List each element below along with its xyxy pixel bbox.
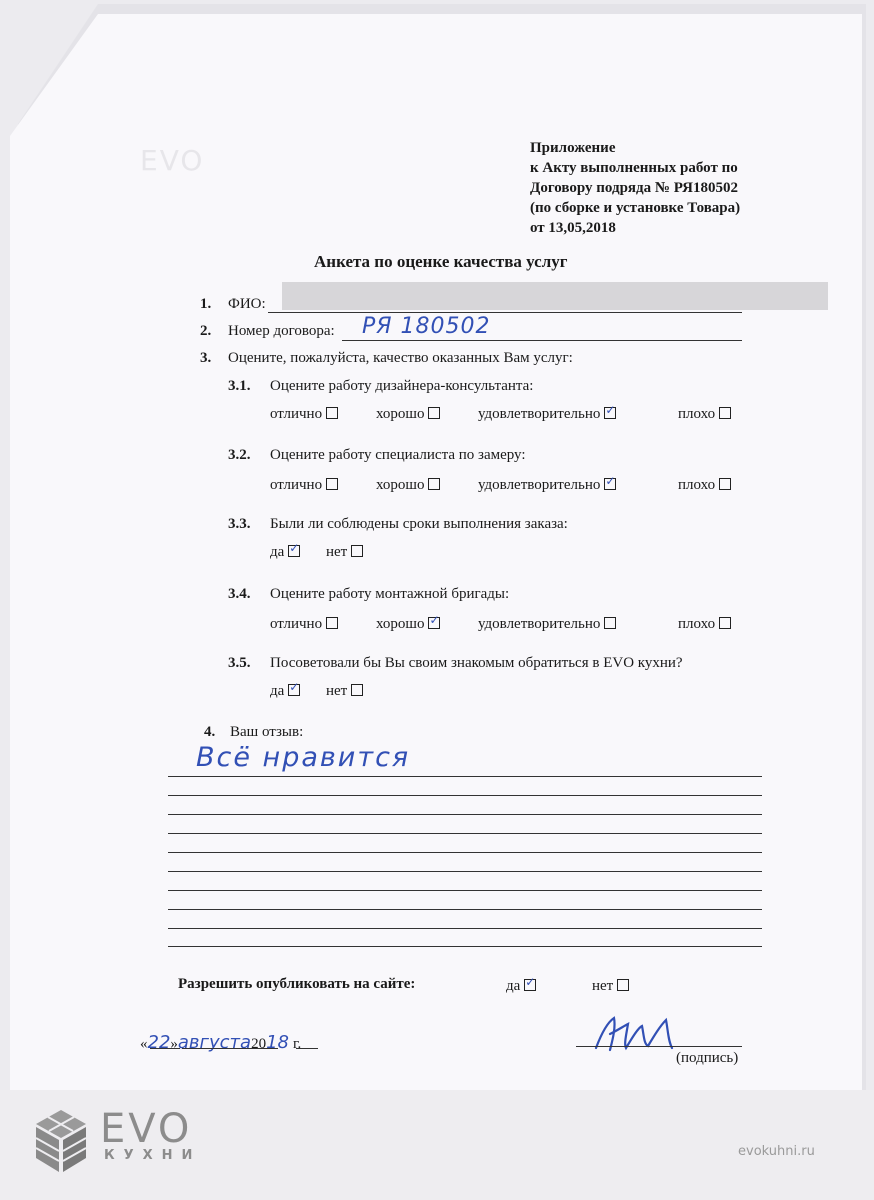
option-label: да (270, 544, 285, 560)
review-line (168, 890, 762, 891)
option-label: хорошо (376, 406, 425, 422)
fio-redaction (282, 282, 828, 310)
checkbox[interactable] (428, 407, 440, 419)
signature-scribble (588, 1012, 698, 1054)
brand-subtitle: КУХНИ (104, 1148, 202, 1163)
header-line-5: от 13,05,2018 (530, 220, 616, 236)
q3-label: Оцените, пожалуйста, качество оказанных Вам услуг: (228, 350, 573, 366)
q33-number: 3.3. (228, 516, 251, 532)
q31-number: 3.1. (228, 378, 251, 394)
q34-option-excellent[interactable] (270, 616, 338, 633)
review-line (168, 852, 762, 853)
q33-label: Были ли соблюдены сроки выполнения заказа: (270, 516, 568, 532)
review-line (168, 814, 762, 815)
ghost-logo: EVO (140, 144, 205, 177)
q31-option-satisfactory[interactable] (478, 406, 616, 423)
review-line (168, 946, 762, 947)
option-label: хорошо (376, 616, 425, 632)
checkbox[interactable] (719, 617, 731, 629)
option-label: отлично (270, 477, 323, 493)
date-year-prefix: 20 (251, 1036, 267, 1052)
option-label: да (506, 978, 521, 994)
q1-label: ФИО: (228, 296, 266, 312)
signature-caption: (подпись) (676, 1050, 739, 1066)
page-title: Анкета по оценке качества услуг (314, 252, 568, 271)
publish-option-yes[interactable] (506, 978, 536, 995)
q3-number: 3. (200, 350, 212, 366)
review-line (168, 833, 762, 834)
checkbox-checked[interactable] (428, 617, 440, 629)
header-line-2: к Акту выполненных работ по (530, 160, 738, 176)
date-close-quote: » (170, 1036, 178, 1052)
option-label: удовлетворительно (478, 406, 601, 422)
checkbox-checked[interactable] (288, 545, 300, 557)
q4-label: Ваш отзыв: (230, 724, 304, 740)
q31-option-excellent[interactable] (270, 406, 338, 423)
option-label: удовлетворительно (478, 616, 601, 632)
date-month[interactable]: августа (177, 1032, 252, 1053)
option-label: плохо (678, 406, 716, 422)
evo-cube-logo-icon (34, 1108, 88, 1174)
q35-option-no[interactable] (326, 683, 363, 700)
checkbox[interactable] (326, 617, 338, 629)
option-label: удовлетворительно (478, 477, 601, 493)
checkbox-checked[interactable] (604, 478, 616, 490)
q1-number: 1. (200, 296, 212, 312)
q32-option-good[interactable] (376, 477, 440, 494)
q31-option-bad[interactable] (678, 406, 731, 423)
q31-label: Оцените работу дизайнера-консультанта: (270, 378, 534, 394)
review-line (168, 928, 762, 929)
date-day[interactable]: 22 (147, 1032, 171, 1053)
header-line-1: Приложение (530, 140, 616, 156)
option-label: нет (592, 978, 614, 994)
q34-label: Оцените работу монтажной бригады: (270, 586, 510, 602)
date-open-quote: « (140, 1036, 148, 1052)
q32-option-satisfactory[interactable] (478, 477, 616, 494)
website-link[interactable]: evokuhni.ru (738, 1144, 815, 1159)
checkbox-checked[interactable] (604, 407, 616, 419)
q4-number: 4. (204, 724, 216, 740)
review-line (168, 909, 762, 910)
q34-option-good[interactable] (376, 616, 440, 633)
q34-option-bad[interactable] (678, 616, 731, 633)
option-label: нет (326, 544, 348, 560)
review-line (168, 776, 762, 777)
option-label: плохо (678, 616, 716, 632)
option-label: нет (326, 683, 348, 699)
q34-option-satisfactory[interactable] (478, 616, 616, 633)
q32-label: Оцените работу специалиста по замеру: (270, 447, 526, 463)
q32-number: 3.2. (228, 447, 251, 463)
q2-number: 2. (200, 323, 212, 339)
date-day-underline (150, 1048, 180, 1049)
q31-option-good[interactable] (376, 406, 440, 423)
option-label: хорошо (376, 477, 425, 493)
checkbox[interactable] (604, 617, 616, 629)
contract-value: РЯ 180502 (362, 314, 491, 339)
q35-number: 3.5. (228, 655, 251, 671)
review-line (168, 871, 762, 872)
q34-number: 3.4. (228, 586, 251, 602)
q32-option-bad[interactable] (678, 477, 731, 494)
option-label: отлично (270, 406, 323, 422)
q35-option-yes[interactable] (270, 683, 300, 700)
date-year-suffix[interactable]: 18 (266, 1032, 289, 1053)
date-line (140, 1032, 301, 1053)
checkbox[interactable] (326, 407, 338, 419)
checkbox[interactable] (428, 478, 440, 490)
publish-label: Разрешить опубликовать на сайте: (178, 976, 416, 992)
header-line-3: Договору подряда № РЯ180502 (530, 180, 738, 196)
publish-option-no[interactable] (592, 978, 629, 995)
checkbox-checked[interactable] (288, 684, 300, 696)
checkbox[interactable] (617, 979, 629, 991)
contract-underline (342, 340, 742, 341)
checkbox[interactable] (326, 478, 338, 490)
q2-label: Номер договора: (228, 323, 335, 339)
option-label: плохо (678, 477, 716, 493)
checkbox[interactable] (719, 478, 731, 490)
checkbox[interactable] (351, 684, 363, 696)
date-year-underline (296, 1048, 318, 1049)
q32-option-excellent[interactable] (270, 477, 338, 494)
checkbox[interactable] (719, 407, 731, 419)
checkbox-checked[interactable] (524, 979, 536, 991)
date-g: г. (292, 1036, 302, 1052)
q33-option-yes[interactable] (270, 544, 300, 561)
fio-underline (268, 312, 742, 313)
review-text[interactable]: Всё нравится (196, 742, 411, 773)
date-month-underline (182, 1048, 278, 1049)
q35-label: Посоветовали бы Вы своим знакомым обратиться в EVO кухни? (270, 655, 683, 671)
option-label: да (270, 683, 285, 699)
header-line-4: (по сборке и установке Товара) (530, 200, 741, 216)
option-label: отлично (270, 616, 323, 632)
checkbox[interactable] (351, 545, 363, 557)
review-line (168, 795, 762, 796)
signature-underline (576, 1046, 742, 1047)
q33-option-no[interactable] (326, 544, 363, 561)
brand-name: EVO (100, 1106, 193, 1152)
